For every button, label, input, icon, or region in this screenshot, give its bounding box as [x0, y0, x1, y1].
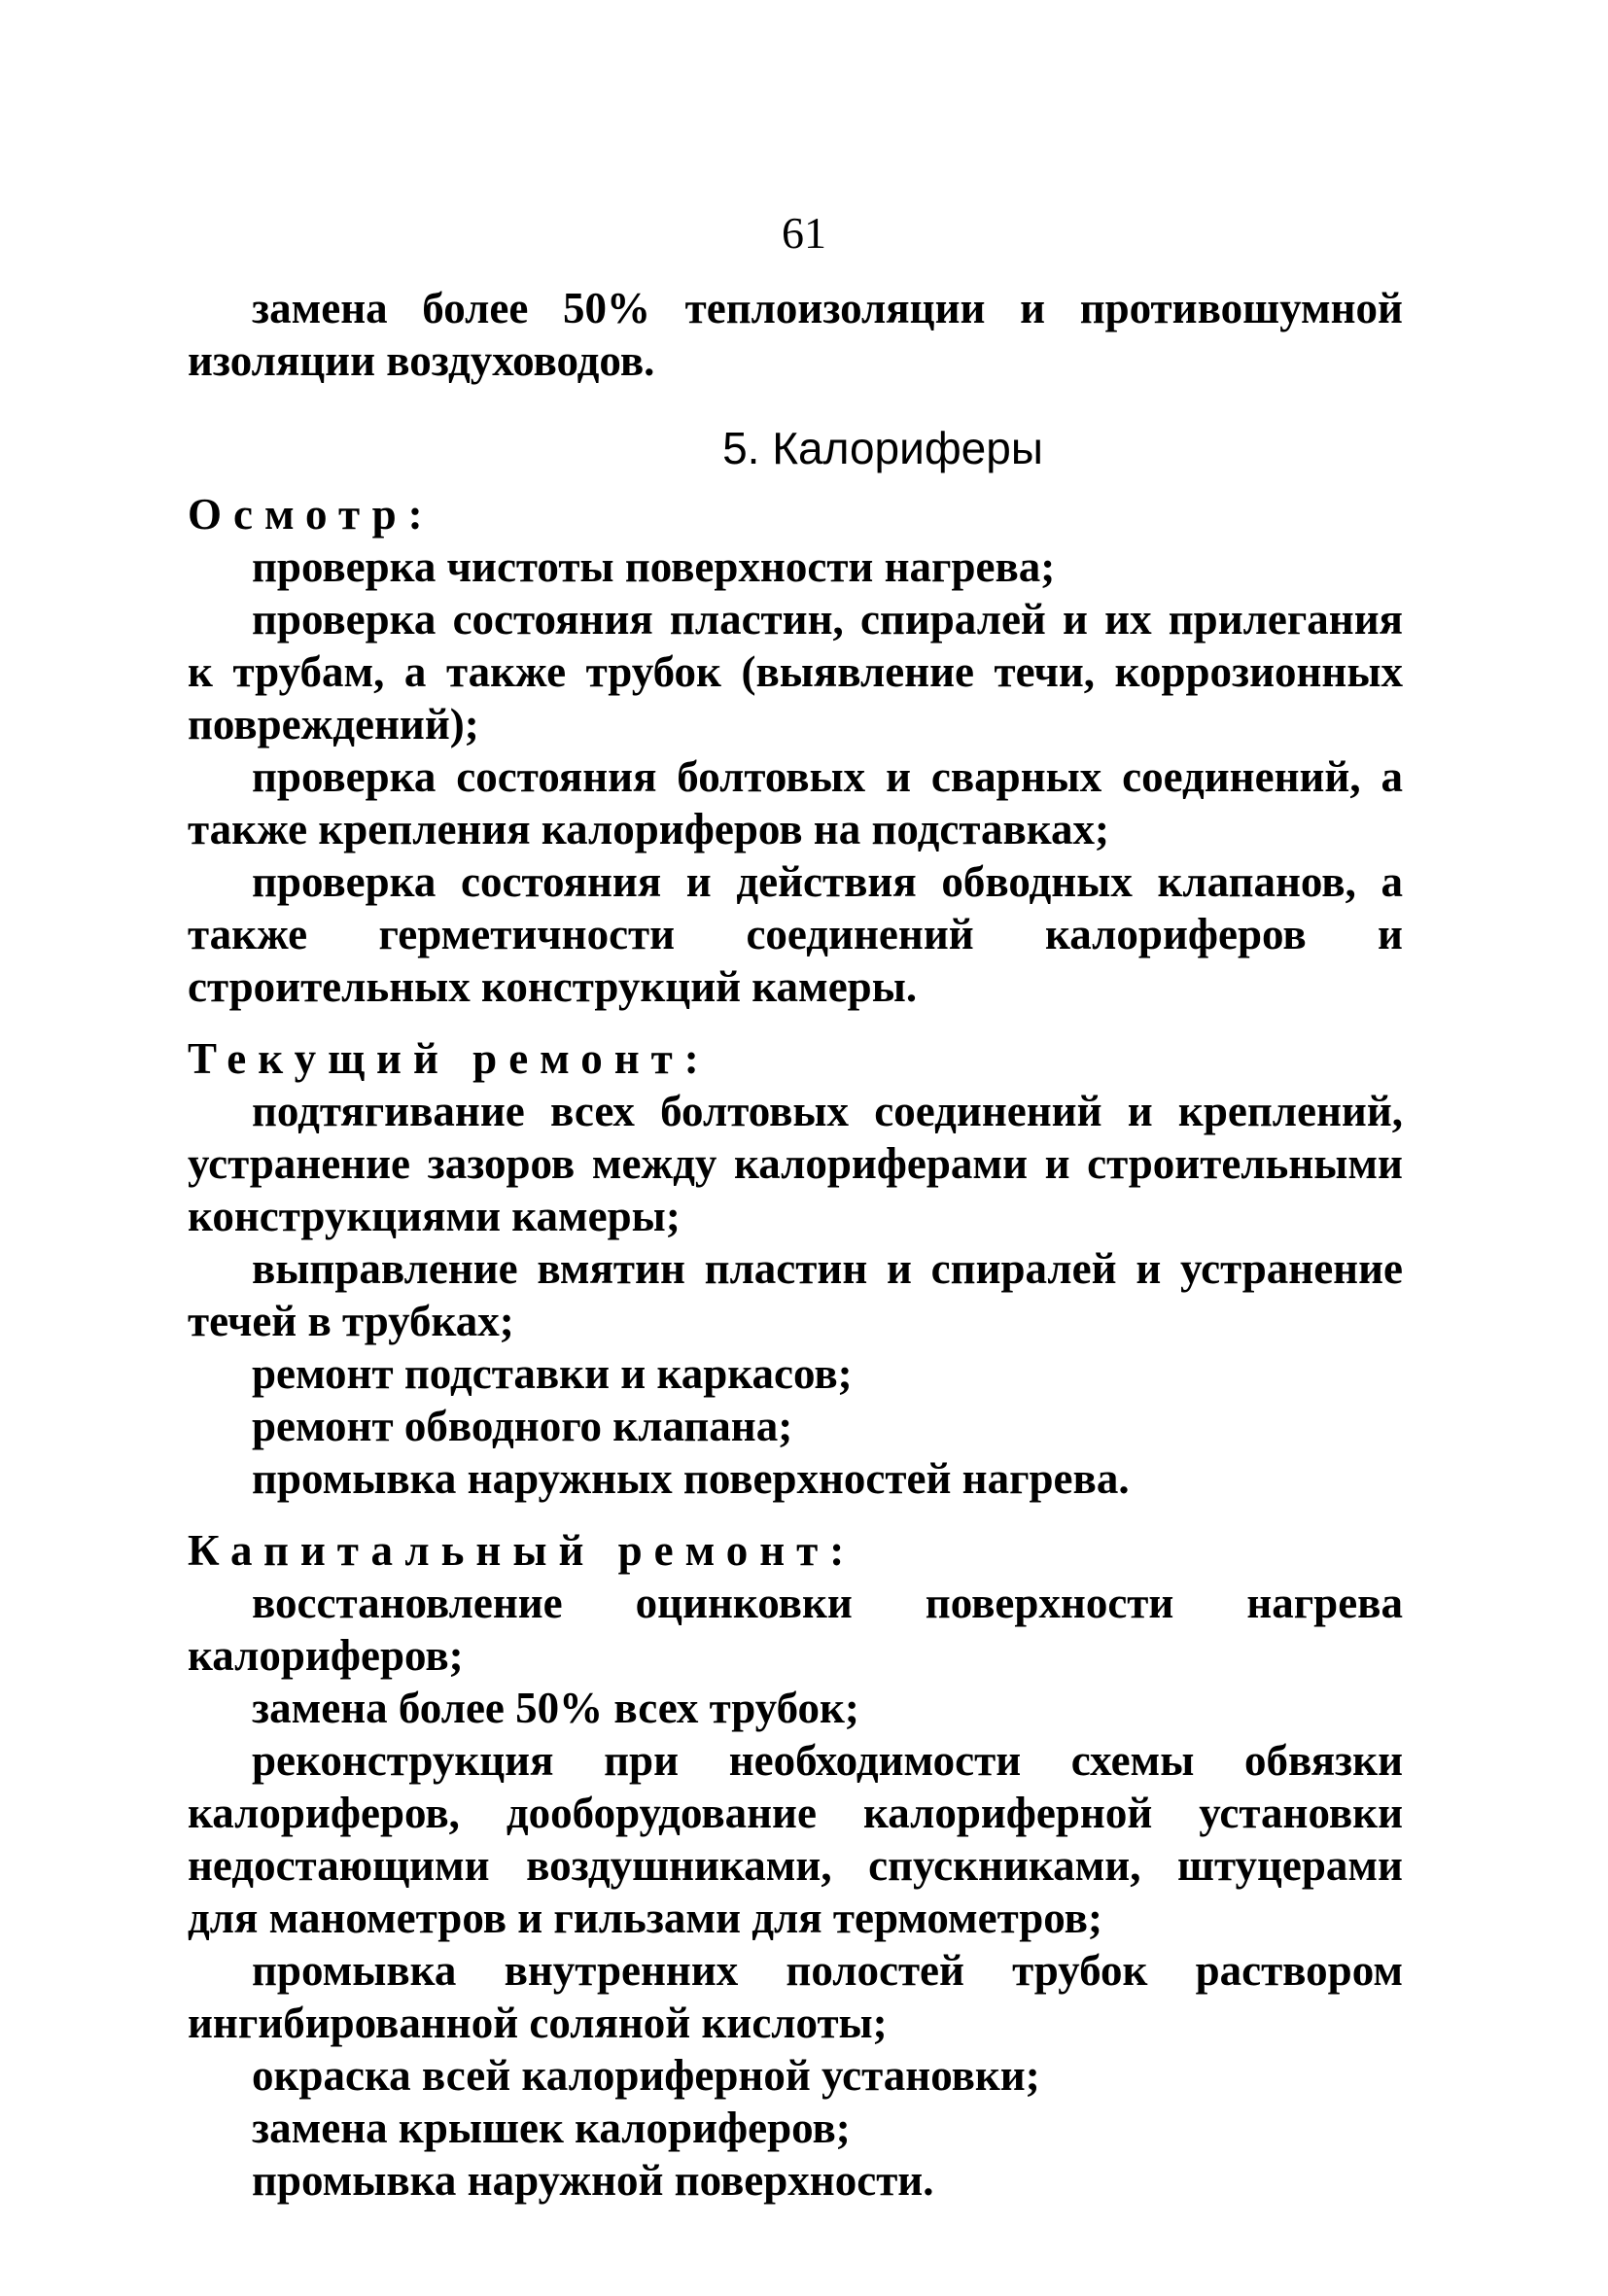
inspection-item: проверка состояния пластин, спиралей и их прилегания к трубам, а также трубок (выявление течи, коррозионных повреждений); [188, 595, 1403, 748]
capital-repair-item: окраска всей калориферной установки; [252, 2051, 1040, 2100]
current-repair-item: промывка наружных поверхностей нагрева. [252, 1454, 1130, 1503]
current-repair-item: подтягивание всех болтовых соединений и креплений, устранение зазоров между калориферами и строительными конструкциями камеры; [188, 1087, 1403, 1240]
inspection-item: проверка состояния и действия обводных клапанов, а также герметичности соединений калориферов и строительных конструкций камеры. [188, 857, 1403, 1011]
capital-repair-heading: Капитальный ремонт: [188, 1526, 856, 1575]
capital-repair-item: замена более 50% всех трубок; [252, 1684, 859, 1732]
section-title: 5. Калориферы [722, 423, 1043, 473]
capital-repair-item: восстановление оцинковки поверхности нагрева калориферов; [188, 1579, 1403, 1680]
inspection-heading: Осмотр: [188, 490, 435, 539]
current-repair-heading: Текущий ремонт: [188, 1034, 711, 1083]
page-content [188, 282, 1403, 2207]
current-repair-item: ремонт подставки и каркасов; [252, 1349, 853, 1398]
capital-repair-item: замена крышек калориферов; [252, 2104, 851, 2152]
capital-repair-item: промывка наружной поверхности. [252, 2156, 934, 2205]
intro-paragraph: замена более 50% теплоизоляции и противошумной изоляции воздуховодов. [188, 284, 1403, 385]
current-repair-item: выправление вмятин пластин и спиралей и устранение течей в трубках; [188, 1244, 1403, 1345]
current-repair-item: ремонт обводного клапана; [252, 1402, 793, 1450]
page-number: 61 [782, 208, 826, 258]
capital-repair-item: реконструкция при необходимости схемы обвязки калориферов, дооборудование калориферной установки недостающими воздушниками, спускниками, штуцерами для манометров и гильзами для термометров; [188, 1736, 1403, 1942]
inspection-item: проверка чистоты поверхности нагрева; [252, 542, 1056, 591]
capital-repair-item: промывка внутренних полостей трубок раствором ингибированной соляной кислоты; [188, 1946, 1403, 2047]
inspection-item: проверка состояния болтовых и сварных соединений, а также крепления калориферов на подставках; [188, 752, 1403, 853]
